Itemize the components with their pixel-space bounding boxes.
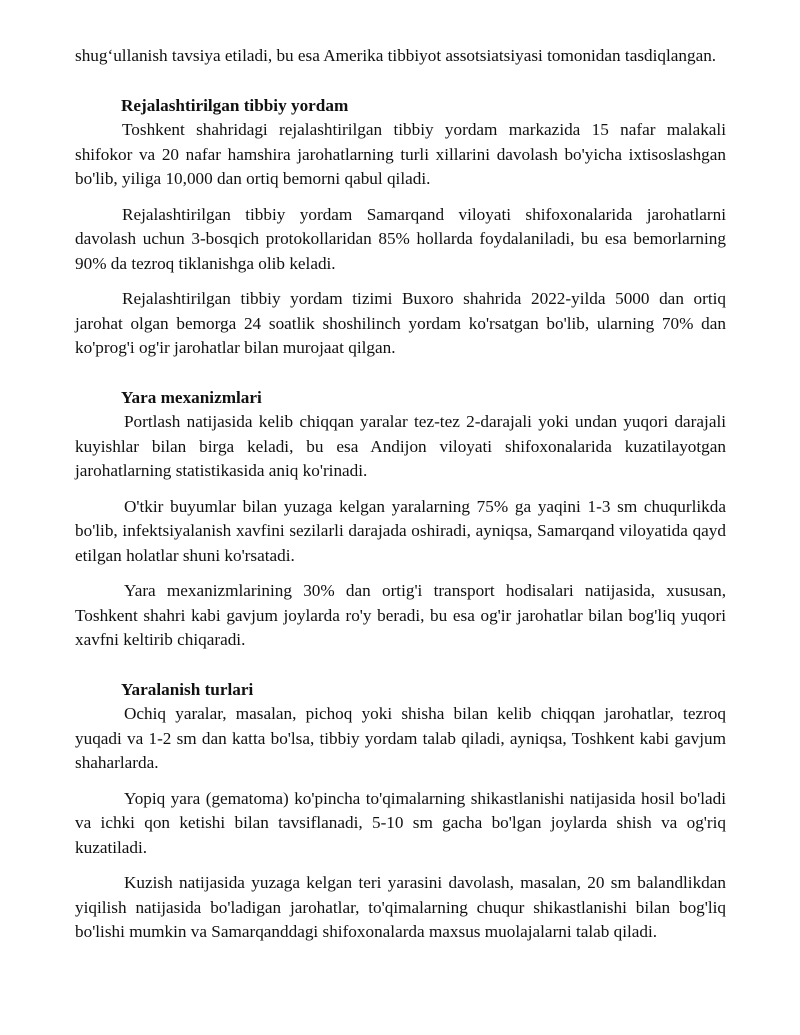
paragraph: Toshkent shahridagi rejalashtirilgan tibbiy yordam markazida 15 nafar malakali shifokor va 20 nafar hamshira jarohatlarning turli xillarini davolash bo'yicha ixtisoslashgan bo'lib, yiliga 10,000 dan ortiq bemorni qabul qiladi. bbox=[75, 120, 726, 188]
paragraph: Ochiq yaralar, masalan, pichoq yoki shisha bilan kelib chiqqan jarohatlar, tezroq yuqadi va 1-2 sm dan katta bo'lsa, tibbiy yordam talab qiladi, ayniqsa, Toshkent kabi gavjum shaharlarda. bbox=[75, 704, 726, 772]
paragraph: Yopiq yara (gematoma) ko'pincha to'qimalarning shikastlanishi natijasida hosil bo'ladi va ichki qon ketishi bilan tavsiflanadi, 5-10 sm gacha bo'lgan joylarda shish va og'riq kuzatiladi. bbox=[75, 788, 726, 857]
paragraph: Kuzish natijasida yuzaga kelgan teri yarasini davolash, masalan, 20 sm balandlikdan yiqilish natijasida bo'ladigan jarohatlar, to'qimalarning chuqur shikastlanishi bilan bog'liq bo'lishi mumkin va Samarqanddagi shifoxonalarda maxsus muolajalarni talab qiladi. bbox=[75, 873, 726, 941]
paragraph: O'tkir buyumlar bilan yuzaga kelgan yaralarning 75% ga yaqini 1-3 sm chuqurlikda bo'lib, infektsiyalanish xavfini sezilarli darajada oshiradi, ayniqsa, Samarqand viloyatida qayd etilgan holatlar shuni ko'rsatadi. bbox=[75, 496, 726, 565]
document-page bbox=[75, 44, 726, 945]
paragraph: Rejalashtirilgan tibbiy yordam Samarqand viloyati shifoxonalarida jarohatlarni davolash uchun 3-bosqich protokollaridan 85% hollarda foydalaniladi, bu esa bemorlarning 90% da tezroq tiklanishga olib keladi. bbox=[75, 204, 726, 273]
paragraph: Rejalashtirilgan tibbiy yordam tizimi Buxoro shahrida 2022-yilda 5000 dan ortiq jarohat olgan bemorga 24 soatlik shoshilinch yordam ko'rsatgan bo'lib, ularning 70% dan ko'prog'i og'ir jarohatlar bilan murojaat qilgan. bbox=[75, 289, 726, 357]
paragraph: Yara mexanizmlarining 30% dan ortig'i transport hodisalari natijasida, xususan, Toshkent shahri kabi gavjum joylarda ro'y beradi, bu esa og'ir jarohatlar bilan bog'liq yuqori xavfni keltirib chiqaradi. bbox=[75, 581, 726, 649]
section-heading-planned-care: Rejalashtirilgan tibbiy yordam bbox=[121, 95, 349, 115]
spacer bbox=[75, 69, 726, 82]
intro-paragraph: shug‘ullanish tavsiya etiladi, bu esa Amerika tibbiyot assotsiatsiyasi tomonidan tasdiqlangan. bbox=[75, 46, 717, 65]
section-heading-wound-types: Yaralanish turlari bbox=[121, 679, 254, 699]
paragraph: Portlash natijasida kelib chiqqan yaralar tez-tez 2-darajali yoki undan yuqori darajali kuyishlar bilan birga keladi, bu esa Andijon viloyati shifoxonalarida kuzatilayotgan jarohatlarning statistikasida aniq ko'rinadi. bbox=[75, 412, 726, 480]
section-heading-wound-mechanisms: Yara mexanizmlari bbox=[121, 387, 262, 407]
